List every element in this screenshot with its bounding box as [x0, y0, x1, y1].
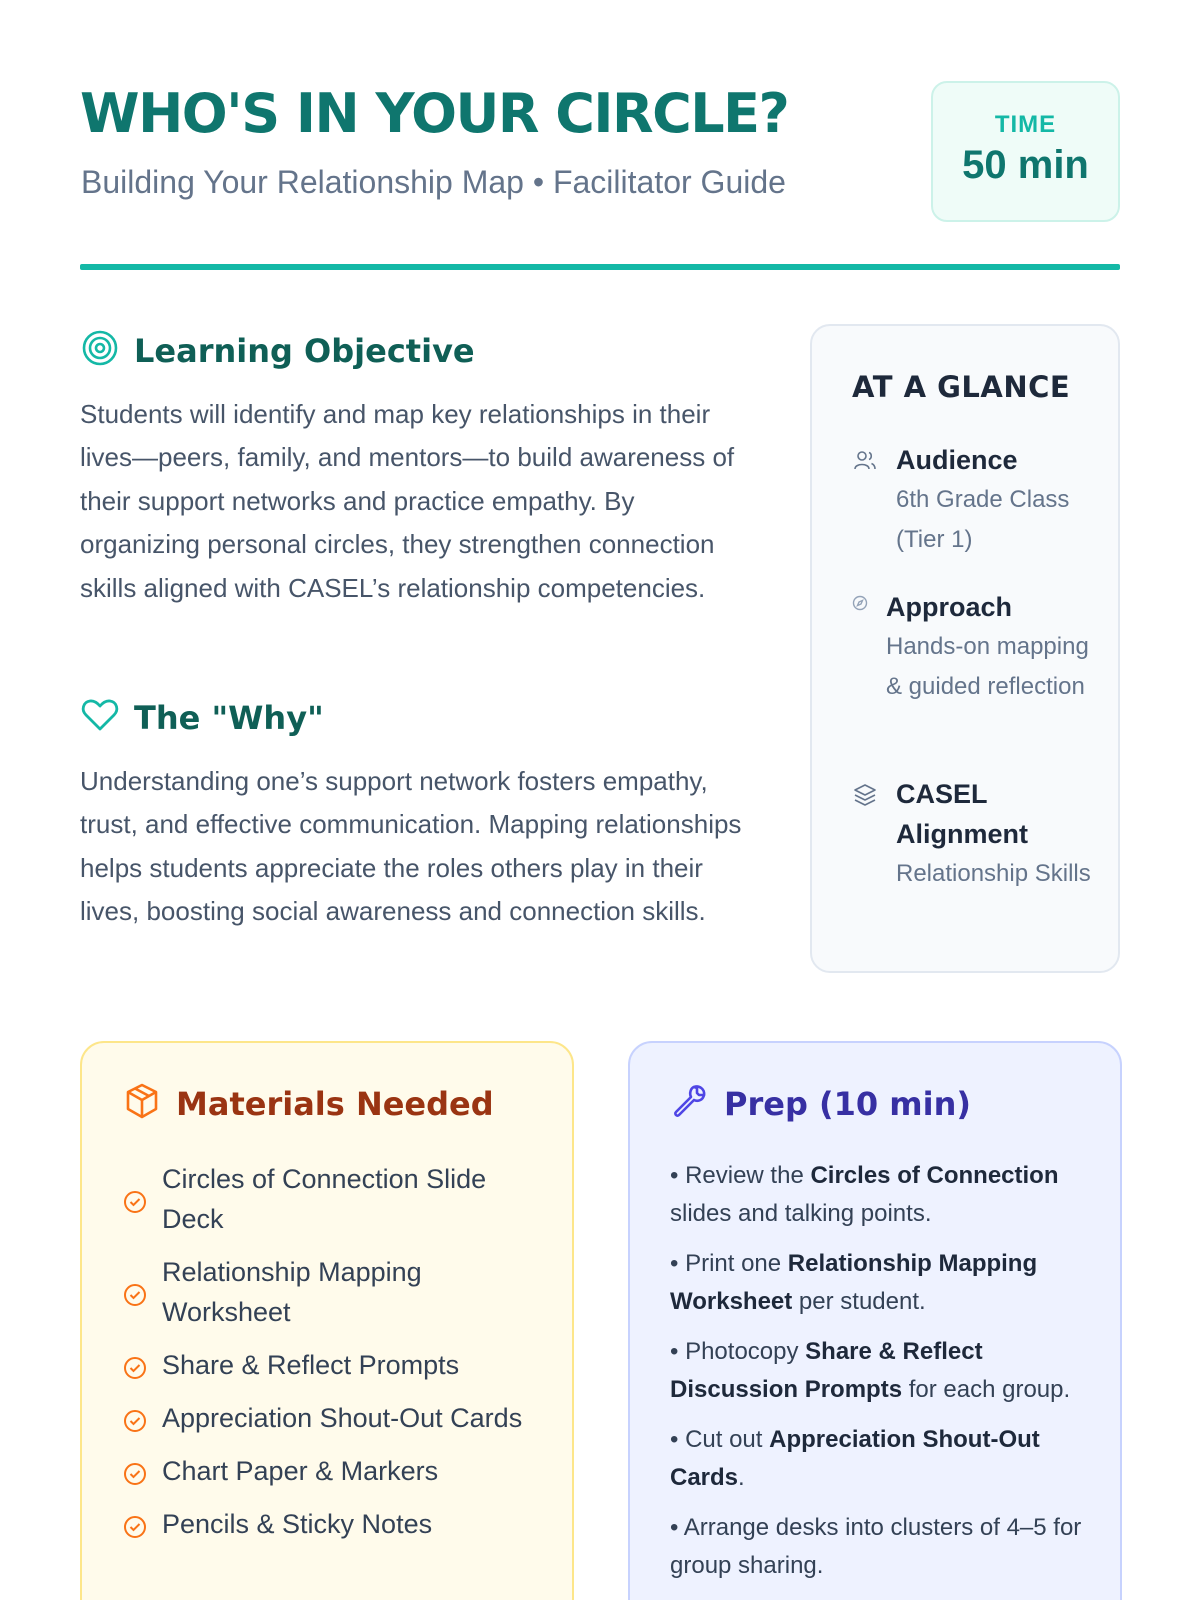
material-label: Chart Paper & Markers [162, 1456, 439, 1486]
glance-label: Audience [896, 445, 1018, 475]
glance-title: AT A GLANCE [852, 370, 1071, 404]
check-circle-icon [122, 1186, 148, 1212]
material-label: Circles of Connection Slide Deck [162, 1164, 487, 1234]
glance-value: 6th Grade Class (Tier 1) [896, 486, 1070, 553]
target-icon [80, 328, 120, 373]
list-item [122, 1398, 542, 1438]
objective-heading [80, 328, 475, 373]
prep-text: • Review the [670, 1162, 811, 1189]
wrench-icon [670, 1081, 710, 1126]
list-item [670, 1509, 1090, 1585]
prep-emphasis: Circles of Connection [810, 1162, 1059, 1189]
material-label: Appreciation Shout-Out Cards [162, 1403, 523, 1433]
prep-text: . [738, 1464, 745, 1491]
material-label: Pencils & Sticky Notes [162, 1509, 433, 1539]
prep-text: • Photocopy [670, 1338, 806, 1365]
box-icon [122, 1081, 162, 1126]
check-circle-icon [122, 1405, 148, 1431]
heart-icon [80, 695, 120, 740]
objective-title: Learning Objective [134, 331, 475, 370]
check-circle-icon [122, 1279, 148, 1305]
list-item [122, 1252, 542, 1332]
check-circle-icon [122, 1458, 148, 1484]
prep-list [670, 1157, 1090, 1597]
time-value: 50 min [962, 143, 1089, 187]
why-text: Understanding one’s support network fosters empathy, trust, and effective communication. Mapping relationships helps students appreciate the roles others play in their lives, boosting social awareness and connection skills. [80, 766, 742, 927]
prep-heading [670, 1081, 971, 1126]
list-item [122, 1451, 542, 1491]
list-item [670, 1333, 1090, 1409]
header-divider [80, 264, 1120, 270]
list-item [670, 1245, 1090, 1321]
material-label: Share & Reflect Prompts [162, 1350, 460, 1380]
materials-heading [122, 1081, 494, 1126]
prep-card [628, 1041, 1122, 1600]
prep-text: per student. [792, 1288, 926, 1315]
materials-card [80, 1041, 574, 1600]
prep-text: • Cut out [670, 1426, 770, 1453]
list-item [670, 1421, 1090, 1497]
prep-emphasis: Appreciation Shout-Out Cards [670, 1426, 1040, 1491]
time-label: TIME [994, 111, 1057, 138]
compass-icon [852, 595, 868, 621]
materials-title: Materials Needed [176, 1084, 494, 1123]
glance-label: Approach [886, 592, 1013, 622]
glance-item-audience [852, 440, 1092, 560]
glance-value: Relationship Skills [896, 860, 1091, 887]
prep-title: Prep (10 min) [724, 1084, 971, 1123]
prep-text: slides and talking points. [670, 1200, 932, 1227]
at-a-glance-panel [810, 324, 1120, 973]
prep-text: • Print one [670, 1250, 788, 1277]
why-heading [80, 695, 324, 740]
users-icon [852, 448, 878, 474]
list-item [670, 1157, 1090, 1233]
time-badge [931, 81, 1120, 222]
glance-value: Hands-on mapping & guided reflection [886, 633, 1089, 700]
glance-item-approach [852, 587, 1092, 707]
list-item [122, 1345, 542, 1385]
prep-text: for each group. [902, 1376, 1071, 1403]
page-title: WHO'S IN YOUR CIRCLE? [80, 82, 789, 145]
prep-emphasis: Relationship Mapping Worksheet [670, 1250, 1038, 1315]
materials-list [122, 1159, 542, 1557]
glance-item-casel [852, 774, 1092, 894]
why-title: The "Why" [134, 698, 324, 737]
list-item [122, 1504, 542, 1544]
page-subtitle: Building Your Relationship Map • Facilitator Guide [81, 164, 786, 200]
check-circle-icon [122, 1352, 148, 1378]
material-label: Relationship Mapping Worksheet [162, 1257, 422, 1327]
check-circle-icon [122, 1511, 148, 1537]
prep-text: • Arrange desks into clusters of 4–5 for group sharing. [670, 1514, 1082, 1579]
objective-text: Students will identify and map key relationships in their lives—peers, family, and mentors—to build awareness of their support networks and practice empathy. By organizing personal circles, they strengthen connection skills aligned with CASEL’s relationship competencies. [80, 399, 735, 603]
layers-icon [852, 782, 878, 808]
prep-emphasis: Share & Reflect Discussion Prompts [670, 1338, 983, 1403]
list-item [122, 1159, 542, 1239]
glance-label: CASEL Alignment [896, 779, 1028, 849]
